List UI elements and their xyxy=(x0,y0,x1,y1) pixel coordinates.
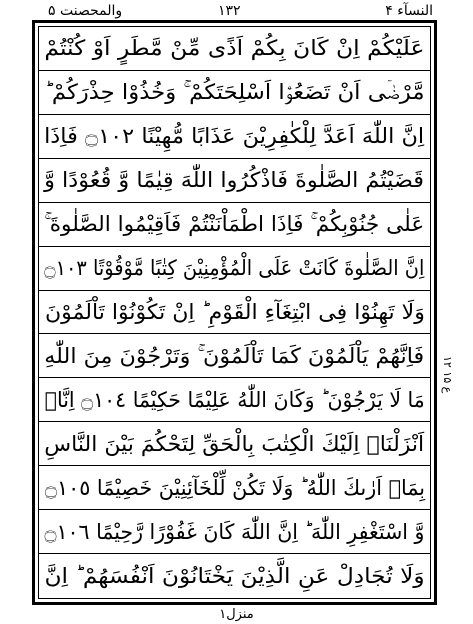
surah-name: النسآء ۴ xyxy=(385,3,433,19)
verse-line-text: وَلَا تُجَادِلْ عَنِ الَّذِيْنَ يَخْتَانُوْنَ اَنْفُسَهُمْ ؕ اِنَّ xyxy=(44,564,425,589)
verse-line xyxy=(39,203,430,247)
verse-line-text: اَنْزَلْنَاۤ اِلَيْكَ الْكِتٰبَ بِالْحَقِّ لِتَحْكُمَ بَيْنَ النَّاسِ xyxy=(44,431,425,456)
verse-lines xyxy=(39,27,430,598)
verse-line-text: بِمَاۤ اَرٰىكَ اللّٰهُ ؕ وَلَا تَكُنْ لِّلْخَآئِنِيْنَ خَصِيْمًا ۝١٠٥ xyxy=(44,475,425,500)
verse-line xyxy=(39,71,430,115)
verse-line-text: وَّ اسْتَغْفِرِ اللّٰهَ ؕ اِنَّ اللّٰهَ كَانَ غَفُوْرًا رَّحِيْمًا ۝١٠٦ xyxy=(44,519,425,544)
verse-line xyxy=(39,378,430,422)
verse-line-text: عَلٰى جُنُوْبِكُمْ ۚ فَاِذَا اطْمَاْنَنْتُمْ فَاَقِيْمُوا الصَّلٰوةَ ۚ xyxy=(44,212,425,237)
verse-line-text: مَا لَا يَرْجُوْنَ ؕ وَكَانَ اللّٰهُ عَلِيْمًا حَكِيْمًا ۝١٠٤ اِنَّاۤ xyxy=(44,387,425,412)
verse-line xyxy=(39,159,430,203)
verse-line xyxy=(39,247,430,291)
ruku-marker: ع ۱۵ ۱۲ xyxy=(441,356,454,394)
verse-line-text: عَلَيْكُمْ اِنْ كَانَ بِكُمْ اَذًى مِّنْ مَّطَرٍ اَوْ كُنْتُمْ xyxy=(44,36,425,61)
manzil-label: منزل١ xyxy=(219,607,254,622)
page-number: ١٣٢ xyxy=(218,3,241,19)
verse-line-text: قَضَيْتُمُ الصَّلٰوةَ فَاذْكُرُوا اللّٰهَ قِيٰمًا وَّ قُعُوْدًا وَّ xyxy=(44,168,425,193)
juz-name: والمحصنت ۵ xyxy=(48,3,123,19)
verse-line xyxy=(39,554,430,598)
verse-line-text: وَلَا تَهِنُوْا فِى ابْتِغَآءِ الْقَوْمِ ؕ اِنْ تَكُوْنُوْا تَاْلَمُوْنَ xyxy=(44,299,425,324)
verse-line-text: اِنَّ اللّٰهَ اَعَدَّ لِلْكٰفِرِيْنَ عَذَابًا مُّهِيْنًا ۝١٠٢ فَاِذَا xyxy=(44,124,425,149)
verse-line xyxy=(39,334,430,378)
verse-line xyxy=(39,27,430,71)
verse-line-text: مَّرْضٰۤى اَنْ تَضَعُوْۤا اَسْلِحَتَكُمْ ۚ وَخُذُوْا حِذْرَكُمْ ؕ xyxy=(44,80,425,105)
verse-line-text: فَاِنَّهُمْ يَاْلَمُوْنَ كَمَا تَاْلَمُوْنَ ۚ وَتَرْجُوْنَ مِنَ اللّٰهِ xyxy=(44,343,425,368)
verse-line xyxy=(39,466,430,510)
verse-line xyxy=(39,510,430,554)
verse-line-text: اِنَّ الصَّلٰوةَ كَانَتْ عَلَى الْمُؤْمِنِيْنَ كِتٰبًا مَّوْقُوْتًا ۝١٠٣ xyxy=(44,256,425,281)
verse-line xyxy=(39,291,430,335)
verse-line xyxy=(39,115,430,159)
verse-line xyxy=(39,422,430,466)
